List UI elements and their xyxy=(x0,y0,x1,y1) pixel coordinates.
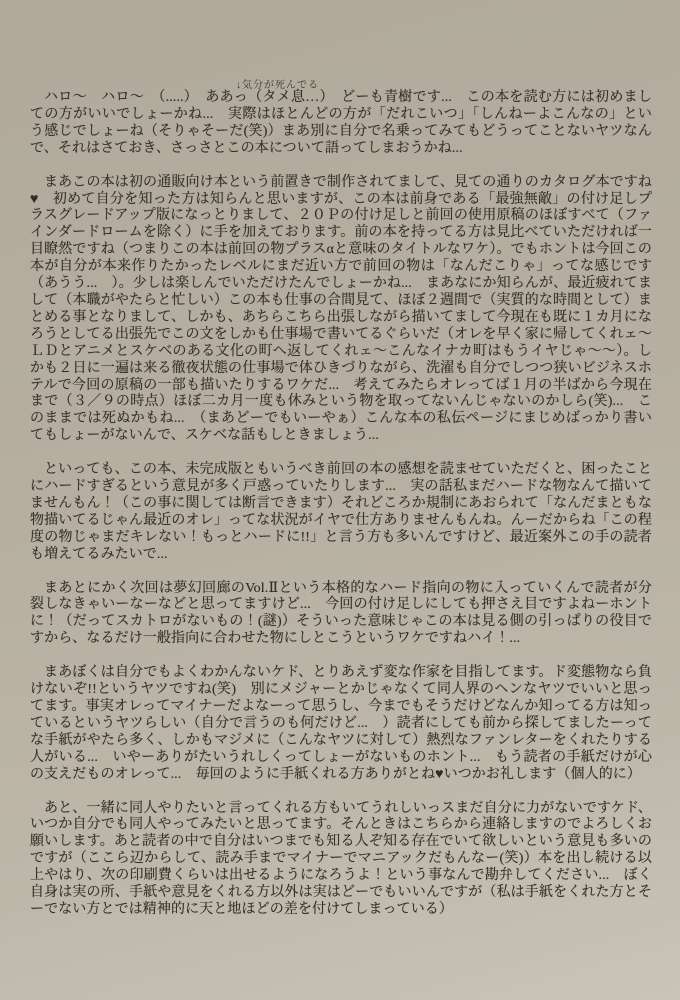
body-paragraph: まあこの本は初の通販向け本という前置きで制作されてまして、見ての通りのカタログ本ですね♥ 初めて自分を知った方は知らんと思いますが、この本は前身である「最強無敵」の付け足しプラスグレードアップ版になっとりまして、２０Ｐの付け足しと前回の使用原稿のほぼすべて（ファインダードロームを除く）に手を加えております。前の本を持ってる方は見比べていただければ一目瞭然ですね（つまりこの本は前回の物プラスαと意味のタイトルなワケ）。でもホントは今回この本が自分が本来作りたかったレベルにまだ近い方で前回の物は「なんだこりゃ」ってな感じです（あうう... ）。少しは楽しんでいただけたんでしょーかね... まあなにか知らんが、最近疲れてまして（本職がやたらと忙しい）この本も仕事の合間見て、ほぼ２週間で（実質的な時間として）まとめる事となりまして、しかも、あちらこちら出張しながら描いてまして今現在も既に１カ月になろうとしてる出張先でこの文をしかも仕事場で書いてるぐらいだ（オレを早く家に帰してくれェ〜ＬＤとアニメとスケベのある文化の町へ返してくれェ〜こんなイナカ町はもうイヤじゃ〜〜）。しかも２日に一遍は来る徹夜状態の仕事場で体ひきづりながら、洗濯も自分でしつつ狭いビジネスホテルで今回の原稿の一部も描いたりするワケだ... 考えてみたらオレってば１月の半ばから今現在まで（３／９の時点）ほぼ二カ月一度も休みという物を取ってないんじゃないのかしら(笑)... このままでは死ぬかもね... （まあどーでもいーやぁ）こんな本の私伝ページにまじめばっかり書いてもしょーがないんで、スケベな話もしときましょう... xyxy=(30,174,652,444)
body-paragraph: あと、一緒に同人やりたいと言ってくれる方もいてうれしいっスまだ自分に力がないですケド、いつか自分でも同人やってみたいと思ってます。そんときはこちらから連絡しますのでよろしくお願いします。あと読者の中で自分はいつまでも知る人ぞ知る存在でいて欲しいという意見も多いのですが（ここら辺からして、読み手までマイナーでマニアックだもんなー(笑)）本を出し続ける以上やはり、次の印刷費くらいは出せるようになろうよ！という事なんで勘弁してください... ぼく自身は実の所、手紙や意見をくれる方以外は実はどーでもいいんですが（私は手紙をくれた方とそーでない方とでは精神的に天と地ほどの差を付けてしまっている） xyxy=(30,800,652,917)
handwritten-note: ↓気分が死んでる xyxy=(236,80,319,91)
body-paragraph: まあぼくは自分でもよくわかんないケド、とりあえず変な作家を目指してます。ド変態物なら負けないぞ!!というヤツですね(笑) 別にメジャーとかじゃなくて同人界のヘンなヤツでいいと思ってます。事実オレってマイナーだよなーって思うし、今までもそうだけどなんか知ってる方は知っているというヤツらしい（自分で言うのも何だけど... ）読者にしても前から探してましたーってな手紙がやたら多く、しかもマジメに（こんなヤツに対して）熱烈なファンレターをくれたりする人がいる... いやーありがたいうれしくってしょーがないものホント... もう読者の手紙だけが心の支えだものオレって... 毎回のように手紙くれる方ありがとね♥いつかお礼します（個人的に） xyxy=(30,665,652,782)
body-paragraph: ハロ〜 ハロ〜 （.....） ああっ（タメ息…） どーも青樹です... この本を読む方には初めましての方がいいでしょーかね... 実際はほとんどの方が「だれこいつ」「しんねーよこんなの」という感じでしょーね（そりゃそーだ(笑)）まあ別に自分で名乗ってみてもどうってことないヤツなんで、それはさておき、さっさとこの本について語ってしまおうかね... xyxy=(30,90,652,156)
body-paragraph: といっても、この本、未完成版ともいうべき前回の本の感想を読ませていただくと、困ったことにハードすぎるという意見が多く戸惑っていたりします... 実の話私まだハードな物なんて描いてませんもん！（この事に関しては断言できます）それどころか規制にあおられて「なんだまともな物描いてるじゃん最近のオレ」ってな状況がイヤで仕方ありませんもんね。んーだからね「この程度の物じゃまだキレない！もっとハードに!!」と言う方も多いんですけど、最近案外この手の読者も増えてるみたいで... xyxy=(30,462,652,562)
body-paragraph: まあとにかく次回は夢幻回廊のVol.Ⅱという本格的なハード指向の物に入っていくんで読者が分裂しなきゃいーなーなどと思ってますけど... 今回の付け足しにしても押さえ目ですよねーホントに！（だってスカトロがないもの！(謎)）そういった意味じゃこの本は見る側の引っぱりの役目ですから、なるだけ一般指向に合わせた物にしとこうというワケですねハイ！... xyxy=(30,580,652,647)
afterword-body xyxy=(30,90,652,919)
